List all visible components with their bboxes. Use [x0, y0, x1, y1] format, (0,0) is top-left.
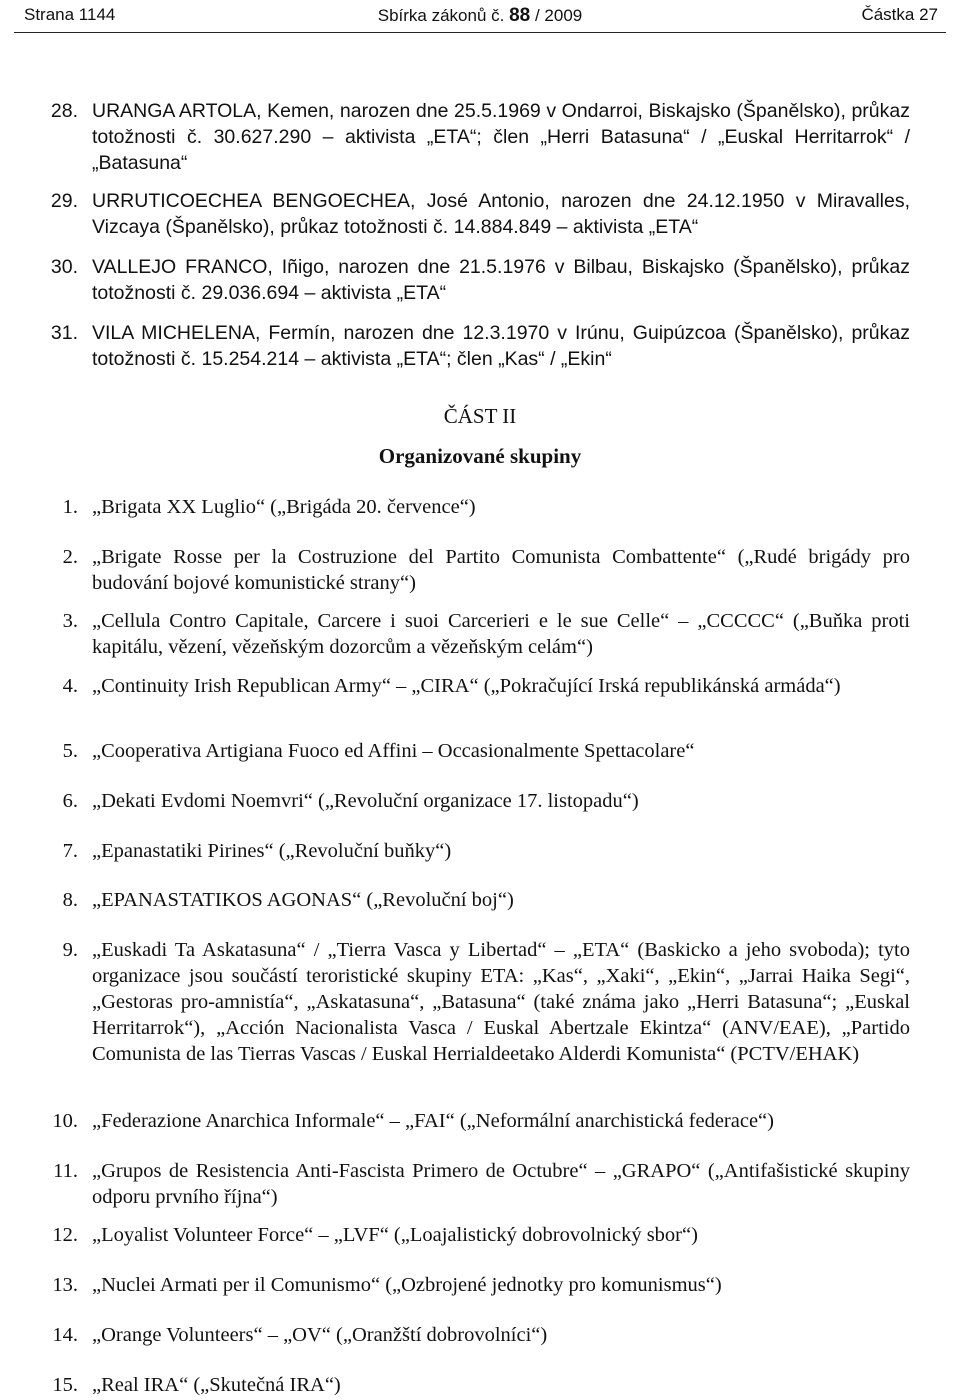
- item-text: „Loyalist Volunteer Force“ – „LVF“ („Loajalistický dobrovolnický sbor“): [92, 1224, 698, 1246]
- item-text: URANGA ARTOLA, Kemen, narozen dne 25.5.1969 v Ondarroi, Biskajsko (Španělsko), průkaz totožnosti č. 30.627.290 – aktivista „ETA“; člen „Herri Batasuna“ / „Euskal Herritarrok“ / „Batasuna“: [92, 100, 910, 174]
- item-number: 1.: [62, 496, 78, 518]
- list-item: [38, 738, 910, 764]
- list-item: [38, 1322, 910, 1348]
- list-item: [38, 98, 910, 176]
- list-item: [38, 1372, 910, 1398]
- page-number: Strana 1144: [24, 5, 116, 24]
- part-subtitle: Organizované skupiny: [378, 444, 582, 468]
- list-item: [38, 1158, 910, 1210]
- list-item: [38, 254, 910, 306]
- item-number: 7.: [62, 840, 78, 862]
- item-text: „Continuity Irish Republican Army“ – „CIRA“ („Pokračující Irská republikánská armáda“): [92, 675, 841, 697]
- item-number: 11.: [53, 1160, 78, 1182]
- part-title: ČÁST II: [443, 404, 517, 428]
- list-item: [38, 1108, 910, 1134]
- item-text: „Euskadi Ta Askatasuna“ / „Tierra Vasca y Libertad“ – „ETA“ (Baskicko a jeho svoboda); tyto organizace jsou součástí teroristické skupiny ETA: „Kas“, „Xaki“, „Ekin“, „Jarrai Haika Segi“, „Gestoras pro-amnistía“, „Askatasuna“, „Batasuna“ (také známa jako „Herri Batasuna“; „Euskal Herritarrok“), „Acción Nacionalista Vasca / Euskal Abertzale Ekintza“ (ANV/EAE), „Partido Comunista de las Tierras Vascas / Euskal Herrialdeetako Alderdi Komunista“ (PCTV/EHAK): [92, 939, 910, 1065]
- list-item: [38, 1272, 910, 1298]
- item-number: 5.: [62, 740, 78, 762]
- list-item: [38, 494, 910, 520]
- item-number: 14.: [52, 1324, 78, 1346]
- list-item: [38, 188, 910, 240]
- item-text: VILA MICHELENA, Fermín, narozen dne 12.3.1970 v Irúnu, Guipúzcoa (Španělsko), průkaz totožnosti č. 15.254.214 – aktivista „ETA“; člen „Kas“ / „Ekin“: [92, 322, 910, 370]
- list-item: [38, 1222, 910, 1248]
- list-item: [38, 673, 910, 699]
- item-number: 29.: [50, 190, 78, 212]
- list-item: [38, 608, 910, 660]
- item-number: 6.: [62, 790, 78, 812]
- item-number: 12.: [52, 1224, 78, 1246]
- item-text: „EPANASTATIKOS AGONAS“ („Revoluční boj“): [92, 889, 514, 911]
- list-item: [38, 544, 910, 596]
- list-item: [38, 887, 910, 913]
- item-text: „Dekati Evdomi Noemvri“ („Revoluční organizace 17. listopadu“): [92, 790, 639, 812]
- item-text: „Cooperativa Artigiana Fuoco ed Affini – Occasionalmente Spettacolare“: [92, 740, 695, 762]
- item-number: 3.: [62, 610, 78, 632]
- list-item: [38, 320, 910, 372]
- item-number: 28.: [50, 100, 78, 122]
- item-text: URRUTICOECHEA BENGOECHEA, José Antonio, narozen dne 24.12.1950 v Miravalles, Vizcaya (Španělsko), průkaz totožnosti č. 14.884.849 – aktivista „ETA“: [92, 190, 910, 238]
- item-number: 13.: [52, 1274, 78, 1296]
- item-text: „Grupos de Resistencia Anti-Fascista Primero de Octubre“ – „GRAPO“ („Antifašistické skupiny odporu prvního října“): [92, 1160, 910, 1208]
- item-text: „Brigate Rosse per la Costruzione del Partito Comunista Combattente“ („Rudé brigády pro budování bojové komunistické strany“): [92, 546, 910, 594]
- item-text: „Epanastatiki Pirines“ („Revoluční buňky“): [92, 840, 452, 862]
- item-number: 30.: [50, 256, 78, 278]
- item-number: 10.: [52, 1110, 78, 1132]
- item-text: „Orange Volunteers“ – „OV“ („Oranžští dobrovolníci“): [92, 1324, 548, 1346]
- item-text: „Brigata XX Luglio“ („Brigáda 20. července“): [92, 496, 476, 518]
- item-number: 8.: [62, 889, 78, 911]
- item-text: VALLEJO FRANCO, Iñigo, narozen dne 21.5.1976 v Bilbau, Biskajsko (Španělsko), průkaz totožnosti č. 29.036.694 – aktivista „ETA“: [92, 256, 910, 304]
- item-text: „Real IRA“ („Skutečná IRA“): [92, 1374, 341, 1396]
- collection-prefix: Sbírka zákonů č.: [377, 6, 505, 25]
- list-item: [38, 788, 910, 814]
- collection-title: [14, 5, 946, 27]
- item-number: 9.: [62, 939, 78, 961]
- item-number: 4.: [62, 675, 78, 697]
- item-number: 31.: [50, 322, 78, 344]
- list-item: [38, 937, 910, 1067]
- item-text: „Nuclei Armati per il Comunismo“ („Ozbrojené jednotky pro komunismus“): [92, 1274, 722, 1296]
- page-header: [14, 0, 946, 33]
- item-text: „Federazione Anarchica Informale“ – „FAI“ („Neformální anarchistická federace“): [92, 1110, 774, 1132]
- item-text: „Cellula Contro Capitale, Carcere i suoi Carcerieri e le sue Celle“ – „CCCCC“ („Buňka proti kapitálu, vězení, vězeňským dozorcům a vězeňským celám“): [92, 610, 910, 658]
- collection-number: 88: [509, 5, 531, 26]
- collection-year: / 2009: [534, 6, 583, 25]
- item-number: 15.: [52, 1374, 78, 1396]
- issue-number: Částka 27: [861, 5, 938, 24]
- list-item: [38, 838, 910, 864]
- item-number: 2.: [62, 546, 78, 568]
